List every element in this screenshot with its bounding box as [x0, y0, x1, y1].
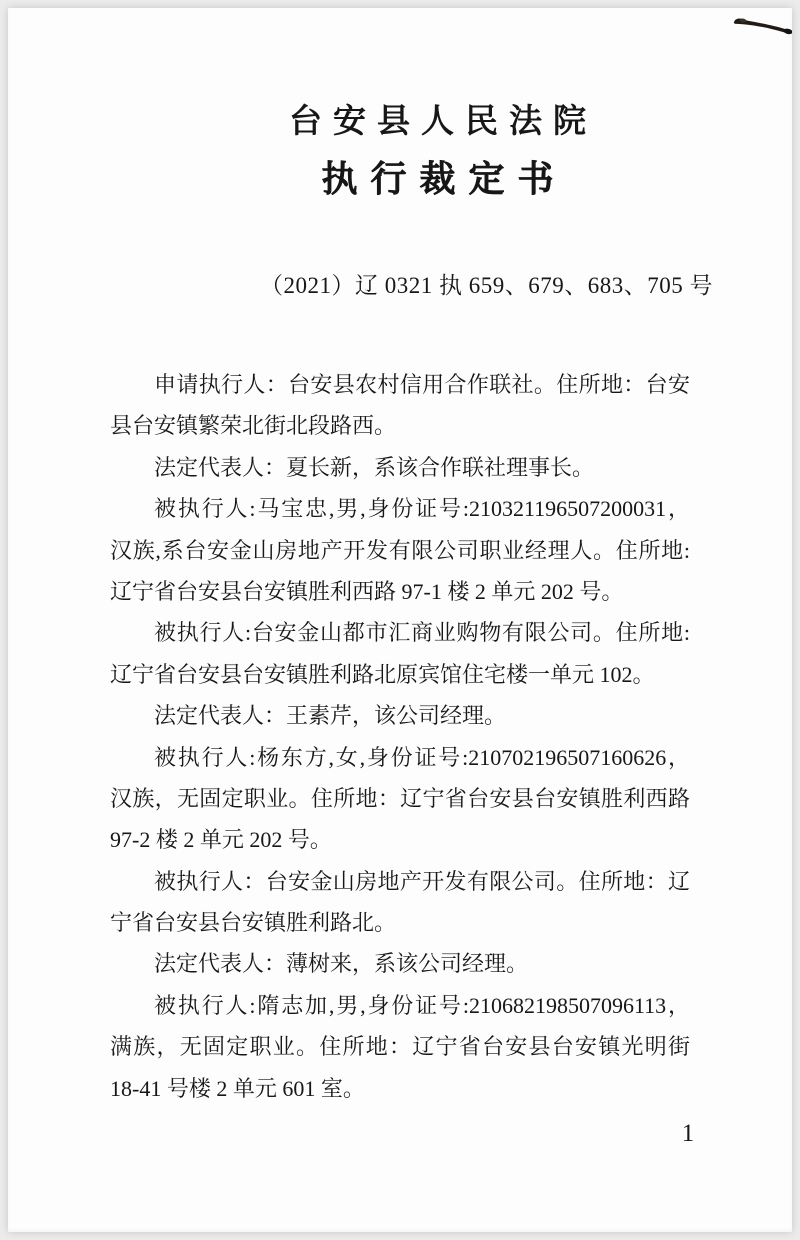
body-line: 汉族，无固定职业。住所地：辽宁省台安县台安镇胜利西路 — [110, 785, 690, 811]
staple-mark — [731, 11, 792, 37]
body-line: 被执行人:杨东方,女,身份证号:210702196507160626， — [154, 744, 690, 770]
body-line: 被执行人:台安金山都市汇商业购物有限公司。住所地: — [154, 620, 690, 646]
body-line: 被执行人：台安金山房地产开发有限公司。住所地：辽 — [154, 868, 690, 894]
case-number: （2021）辽 0321 执 659、679、683、705 号 — [260, 273, 713, 298]
body-line: 法定代表人：薄树来，系该公司经理。 — [154, 951, 529, 977]
body-line: 辽宁省台安县台安镇胜利西路 97-1 楼 2 单元 202 号。 — [110, 578, 624, 604]
body-line: 宁省台安县台安镇胜利路北。 — [110, 910, 397, 936]
court-name: 台安县人民法院 — [289, 104, 597, 140]
body-line: 满族，无固定职业。住所地：辽宁省台安县台安镇光明街 — [110, 1034, 690, 1060]
body-line: 法定代表人：夏长新，系该合作联社理事长。 — [154, 454, 595, 480]
body-line: 法定代表人：王素芹，该公司经理。 — [154, 703, 507, 729]
document-body — [110, 364, 690, 1109]
body-line: 辽宁省台安县台安镇胜利路北原宾馆住宅楼一单元 102。 — [110, 661, 655, 687]
document-title: 执行裁定书 — [321, 159, 567, 199]
page-number: 1 — [681, 1120, 695, 1147]
body-line: 被执行人:隋志加,男,身份证号:210682198507096113， — [154, 992, 690, 1018]
body-line: 被执行人:马宝忠,男,身份证号:210321196507200031， — [154, 496, 690, 522]
body-line: 申请执行人：台安县农村信用合作联社。住所地：台安 — [154, 372, 690, 397]
body-line: 县台安镇繁荣北街北段路西。 — [110, 413, 397, 439]
body-line: 97-2 楼 2 单元 202 号。 — [110, 827, 332, 853]
body-line: 汉族,系台安金山房地产开发有限公司职业经理人。住所地: — [110, 537, 690, 563]
document-page — [8, 8, 792, 1232]
body-line: 18-41 号楼 2 单元 601 室。 — [110, 1075, 365, 1101]
